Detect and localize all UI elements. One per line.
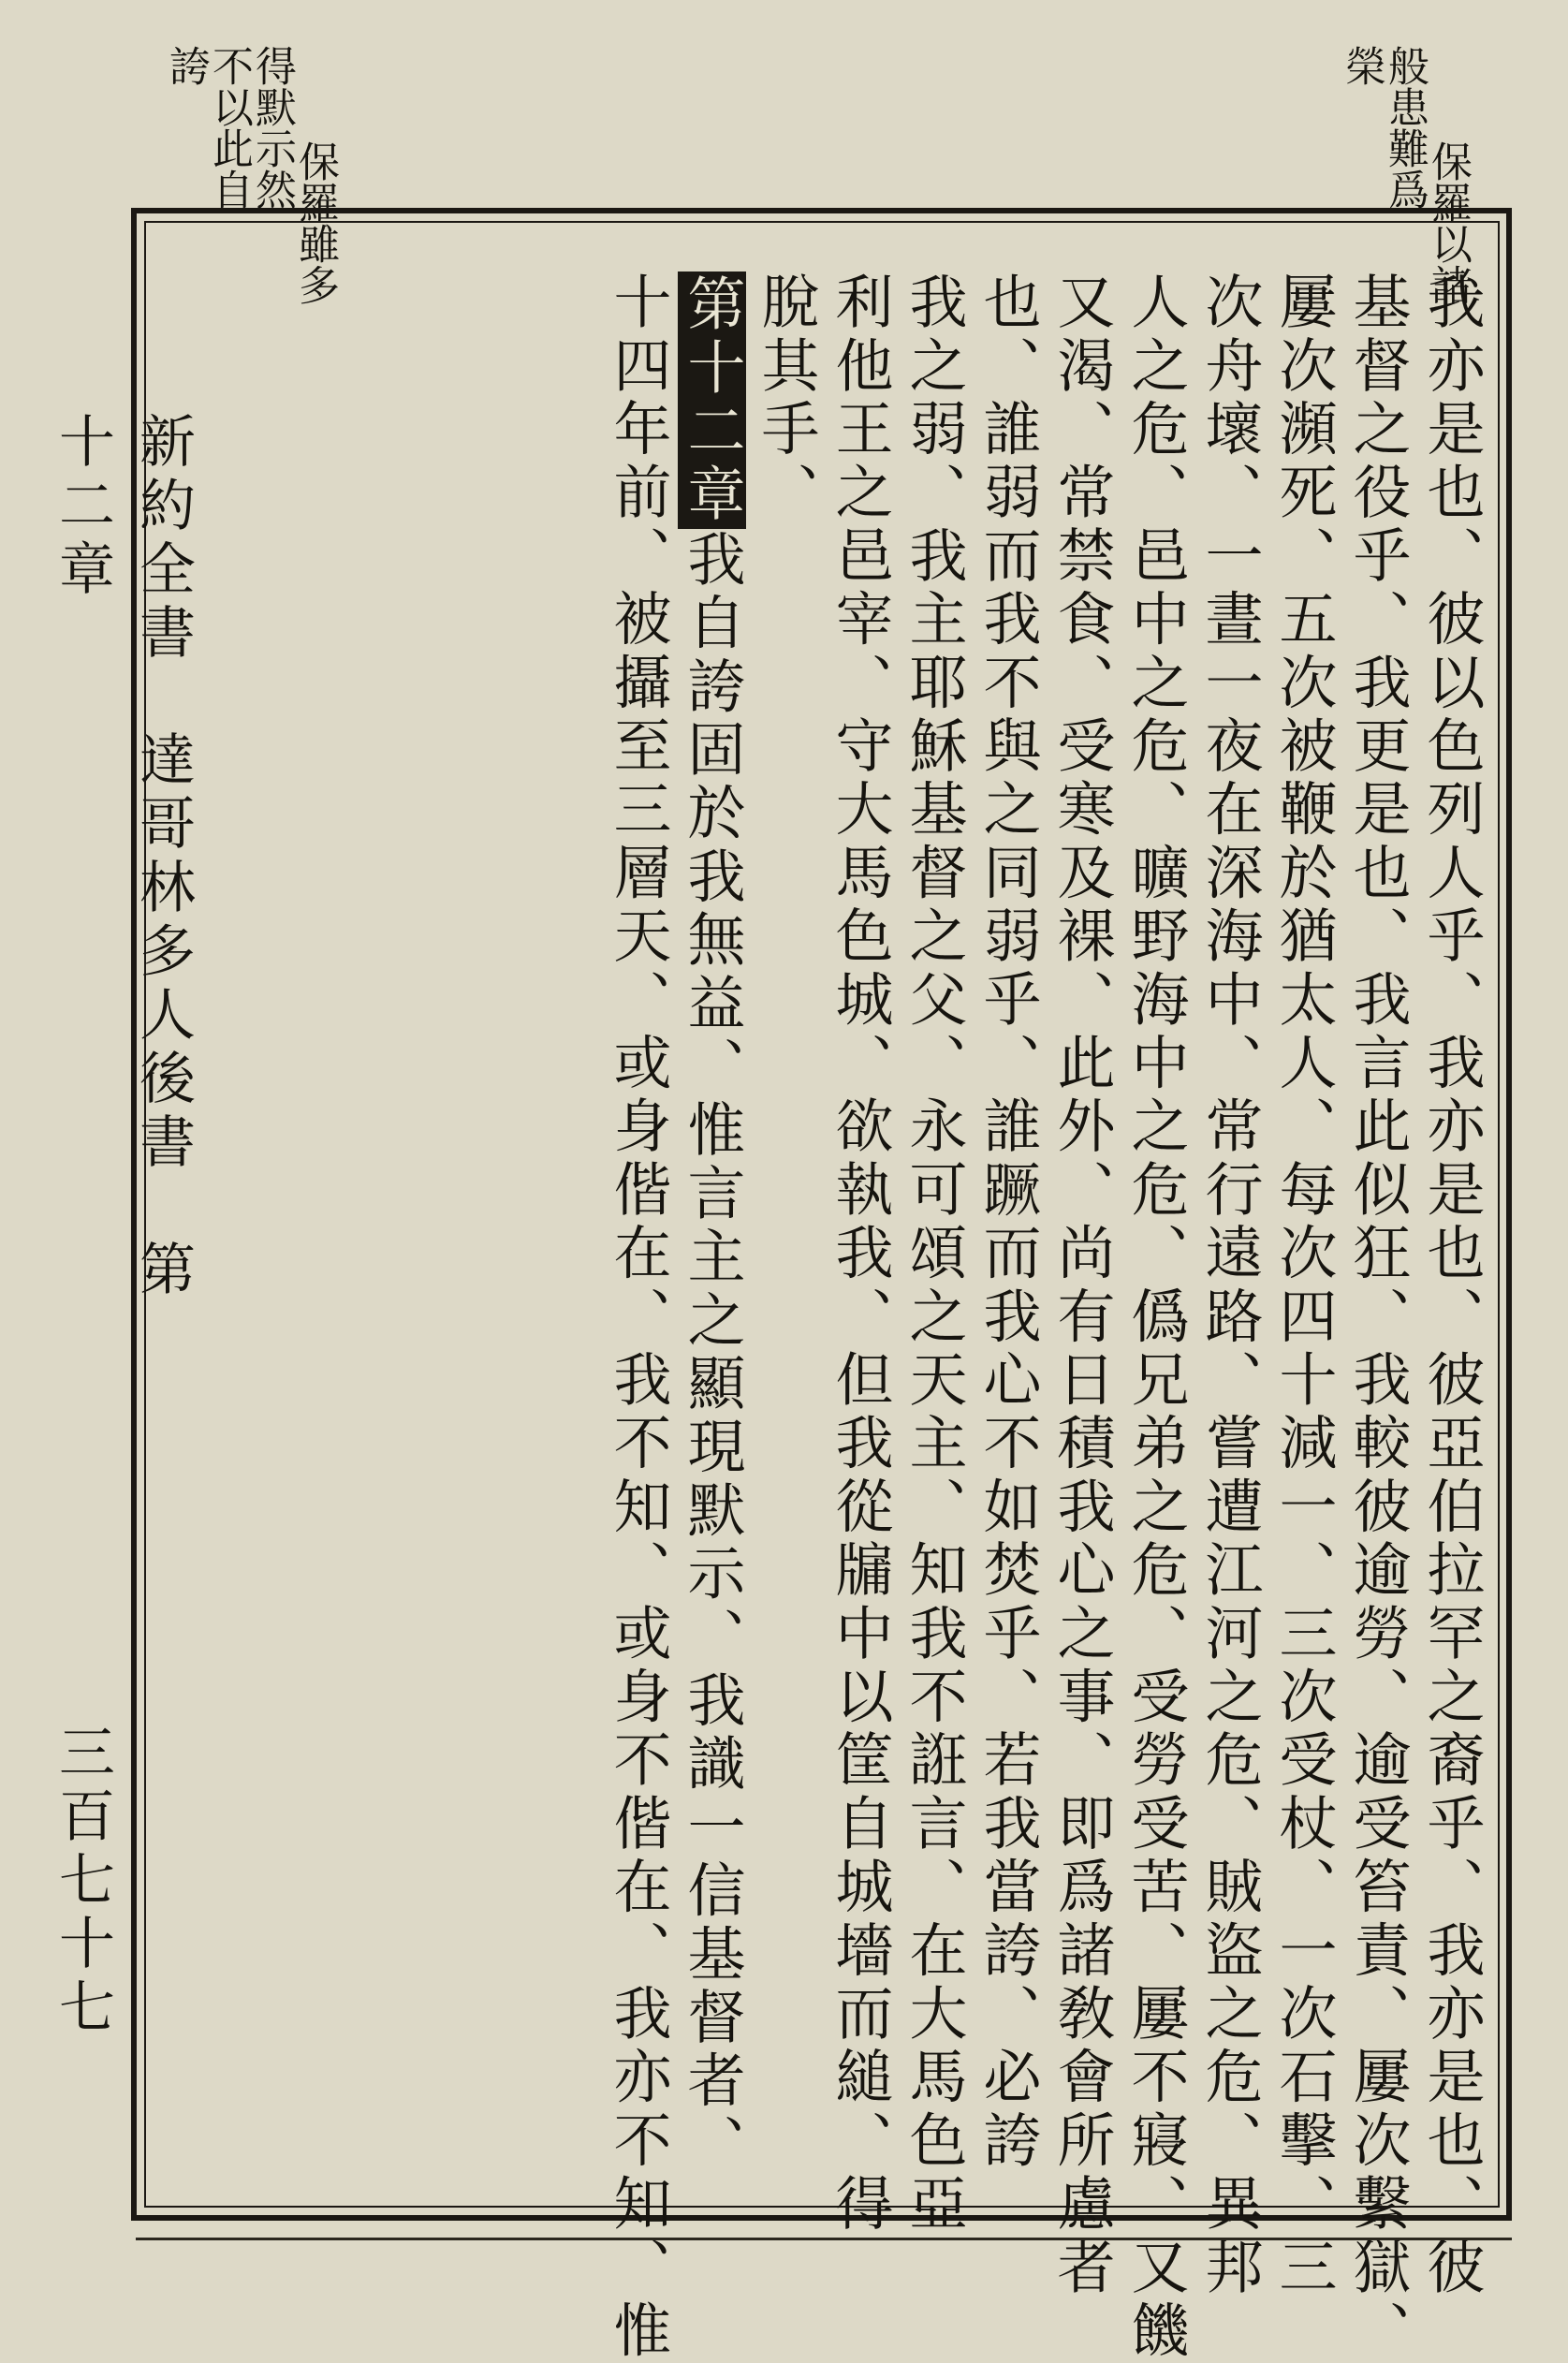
- page-number: 三百七十七: [50, 1723, 115, 2041]
- chapter-first-line: 我自誇固於我無益、惟言主之顯現默示、我識一信基督者、: [678, 528, 746, 2178]
- text-column: 也、誰弱而我不與之同弱乎、誰蹶而我心不如焚乎、若我當誇、必誇: [974, 272, 1042, 2173]
- headnote-left: 保羅雖多 得默示然 不以此自 誇: [162, 45, 339, 305]
- main-text-block: [159, 272, 1488, 2363]
- running-title: 新約全書 達哥林多人後書 第十二章: [50, 412, 196, 1303]
- bottom-rule: [136, 2238, 1512, 2240]
- text-column-last: 十四年前、被攝至三層天、或身偕在、我不知、或身不偕在、我亦不知、惟: [604, 272, 672, 2363]
- headnote-right: 保羅以諸 般患難爲 榮: [1338, 45, 1472, 305]
- text-column: 我之弱、我主耶穌基督之父、永可頌之天主、知我不誑言、在大馬色亞: [900, 272, 968, 2237]
- text-column: 我亦是也、彼以色列人乎、我亦是也、彼亞伯拉罕之裔乎、我亦是也、彼: [1417, 272, 1486, 2300]
- chapter-heading: 第十二章: [678, 273, 746, 527]
- chapter-column: [675, 272, 749, 2181]
- text-column: 基督之役乎、我更是也、我言此似狂、我較彼逾勞、逾受笞責、屢次繫獄、: [1343, 272, 1412, 2363]
- text-column: 屢次瀕死、五次被鞭於猶太人、每次四十減一、三次受杖、一次石擊、三: [1269, 272, 1338, 2300]
- text-column: 次舟壞、一晝一夜在深海中、常行遠路、嘗遭江河之危、賊盜之危、異邦: [1195, 272, 1264, 2300]
- text-column: 利他王之邑宰、守大馬色城、欲執我、但我從牖中以筐自城墻而縋、得: [826, 272, 894, 2237]
- text-column: 人之危、邑中之危、曠野海中之危、僞兄弟之危、受勞受苦、屢不寢、又饑: [1121, 272, 1190, 2363]
- text-column: 脫其手、: [752, 272, 820, 525]
- text-column: 又渴、常禁食、受寒及裸、此外、尚有日積我心之事、即爲諸敎會所慮者: [1048, 272, 1116, 2300]
